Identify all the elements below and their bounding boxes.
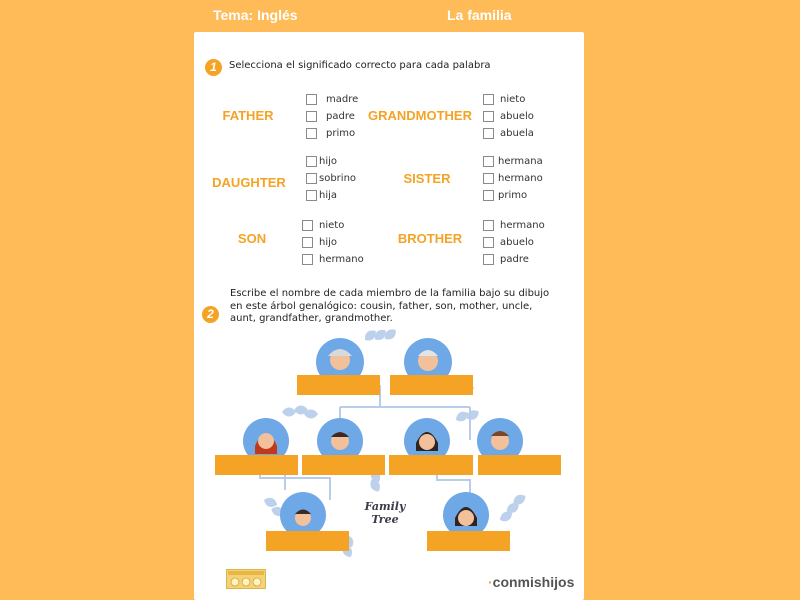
option-item[interactable]: [306, 170, 356, 187]
checkbox[interactable]: [483, 128, 494, 139]
option-label: sobrino: [319, 173, 357, 184]
options-brother: [483, 217, 545, 268]
option-item[interactable]: [302, 251, 364, 268]
answer-box-cousin[interactable]: [266, 531, 349, 551]
exercise-1-number: 1: [205, 59, 222, 76]
option-label: nieto: [319, 220, 345, 231]
option-item[interactable]: [306, 108, 358, 125]
option-item[interactable]: [483, 91, 534, 108]
brand-name: conmishijos: [492, 574, 575, 590]
checkbox[interactable]: [483, 190, 494, 201]
checkbox[interactable]: [483, 111, 494, 122]
option-label: madre: [326, 94, 359, 105]
options-son: [302, 217, 364, 268]
brand-dot: ·: [488, 574, 493, 590]
instruction-line: Escribe el nombre de cada miembro de la familia bajo su dibujo: [230, 288, 550, 299]
checkbox[interactable]: [483, 220, 494, 231]
word-son: SON: [237, 231, 267, 246]
option-item[interactable]: [302, 217, 364, 234]
topic-label: Tema: Inglés: [213, 7, 298, 23]
option-label: hermana: [498, 156, 543, 167]
option-label: hermano: [500, 220, 545, 231]
option-label: nieto: [500, 94, 526, 105]
rating-badge-icon: [226, 569, 266, 589]
option-label: hijo: [319, 156, 338, 167]
option-label: abuela: [500, 128, 534, 139]
option-label: abuelo: [500, 111, 534, 122]
options-sister: [483, 153, 543, 204]
word-grandmother: GRANDMOTHER: [368, 108, 472, 123]
checkbox[interactable]: [483, 254, 494, 265]
exercise-2-number: 2: [202, 306, 219, 323]
answer-box-aunt[interactable]: [215, 455, 298, 475]
checkbox[interactable]: [483, 237, 494, 248]
checkbox[interactable]: [302, 237, 313, 248]
brand-logo: [488, 574, 574, 590]
exercise-2-instruction: [230, 288, 580, 326]
family-tree-title-line1: Family: [364, 500, 406, 513]
instruction-line: aunt, grandfather, grandmother.: [230, 313, 393, 324]
option-item[interactable]: [483, 217, 545, 234]
family-tree-title: [355, 500, 415, 526]
answer-box-mother[interactable]: [389, 455, 473, 475]
checkbox[interactable]: [306, 128, 317, 139]
option-label: hermano: [319, 254, 364, 265]
word-brother: BROTHER: [397, 231, 463, 246]
option-item[interactable]: [306, 153, 356, 170]
option-item[interactable]: [306, 91, 358, 108]
option-item[interactable]: [483, 187, 543, 204]
option-label: hija: [319, 190, 338, 201]
option-item[interactable]: [483, 170, 543, 187]
word-sister: SISTER: [403, 171, 451, 186]
options-grandmother: [483, 91, 534, 142]
checkbox[interactable]: [483, 94, 494, 105]
checkbox[interactable]: [306, 94, 317, 105]
option-item[interactable]: [483, 234, 545, 251]
answer-box-uncle[interactable]: [302, 455, 385, 475]
option-label: hermano: [498, 173, 543, 184]
answer-box-grandfather[interactable]: [390, 375, 473, 395]
checkbox[interactable]: [483, 156, 494, 167]
checkbox[interactable]: [306, 156, 317, 167]
answer-box-son[interactable]: [427, 531, 510, 551]
options-daughter: [306, 153, 356, 204]
option-item[interactable]: [483, 108, 534, 125]
option-item[interactable]: [483, 153, 543, 170]
checkbox[interactable]: [302, 220, 313, 231]
option-label: primo: [326, 128, 356, 139]
checkbox[interactable]: [302, 254, 313, 265]
option-item[interactable]: [306, 187, 356, 204]
option-label: primo: [498, 190, 528, 201]
option-item[interactable]: [302, 234, 364, 251]
option-label: hijo: [319, 237, 338, 248]
exercise-1-instruction: Selecciona el significado correcto para cada palabra: [229, 60, 491, 71]
checkbox[interactable]: [483, 173, 494, 184]
family-tree-title-line2: Tree: [371, 513, 399, 526]
option-item[interactable]: [306, 125, 358, 142]
checkbox[interactable]: [306, 190, 317, 201]
answer-box-father[interactable]: [478, 455, 561, 475]
checkbox[interactable]: [306, 111, 317, 122]
checkbox[interactable]: [306, 173, 317, 184]
option-label: abuelo: [500, 237, 534, 248]
option-label: padre: [326, 111, 355, 122]
option-item[interactable]: [483, 251, 545, 268]
instruction-line: en este árbol genalógico: cousin, father, son, mother, uncle,: [230, 300, 533, 312]
word-father: FATHER: [222, 108, 274, 123]
options-father: [306, 91, 358, 142]
subject-label: La familia: [447, 7, 512, 23]
answer-box-grandmother[interactable]: [297, 375, 380, 395]
option-label: padre: [500, 254, 529, 265]
word-daughter: DAUGHTER: [212, 175, 286, 190]
option-item[interactable]: [483, 125, 534, 142]
